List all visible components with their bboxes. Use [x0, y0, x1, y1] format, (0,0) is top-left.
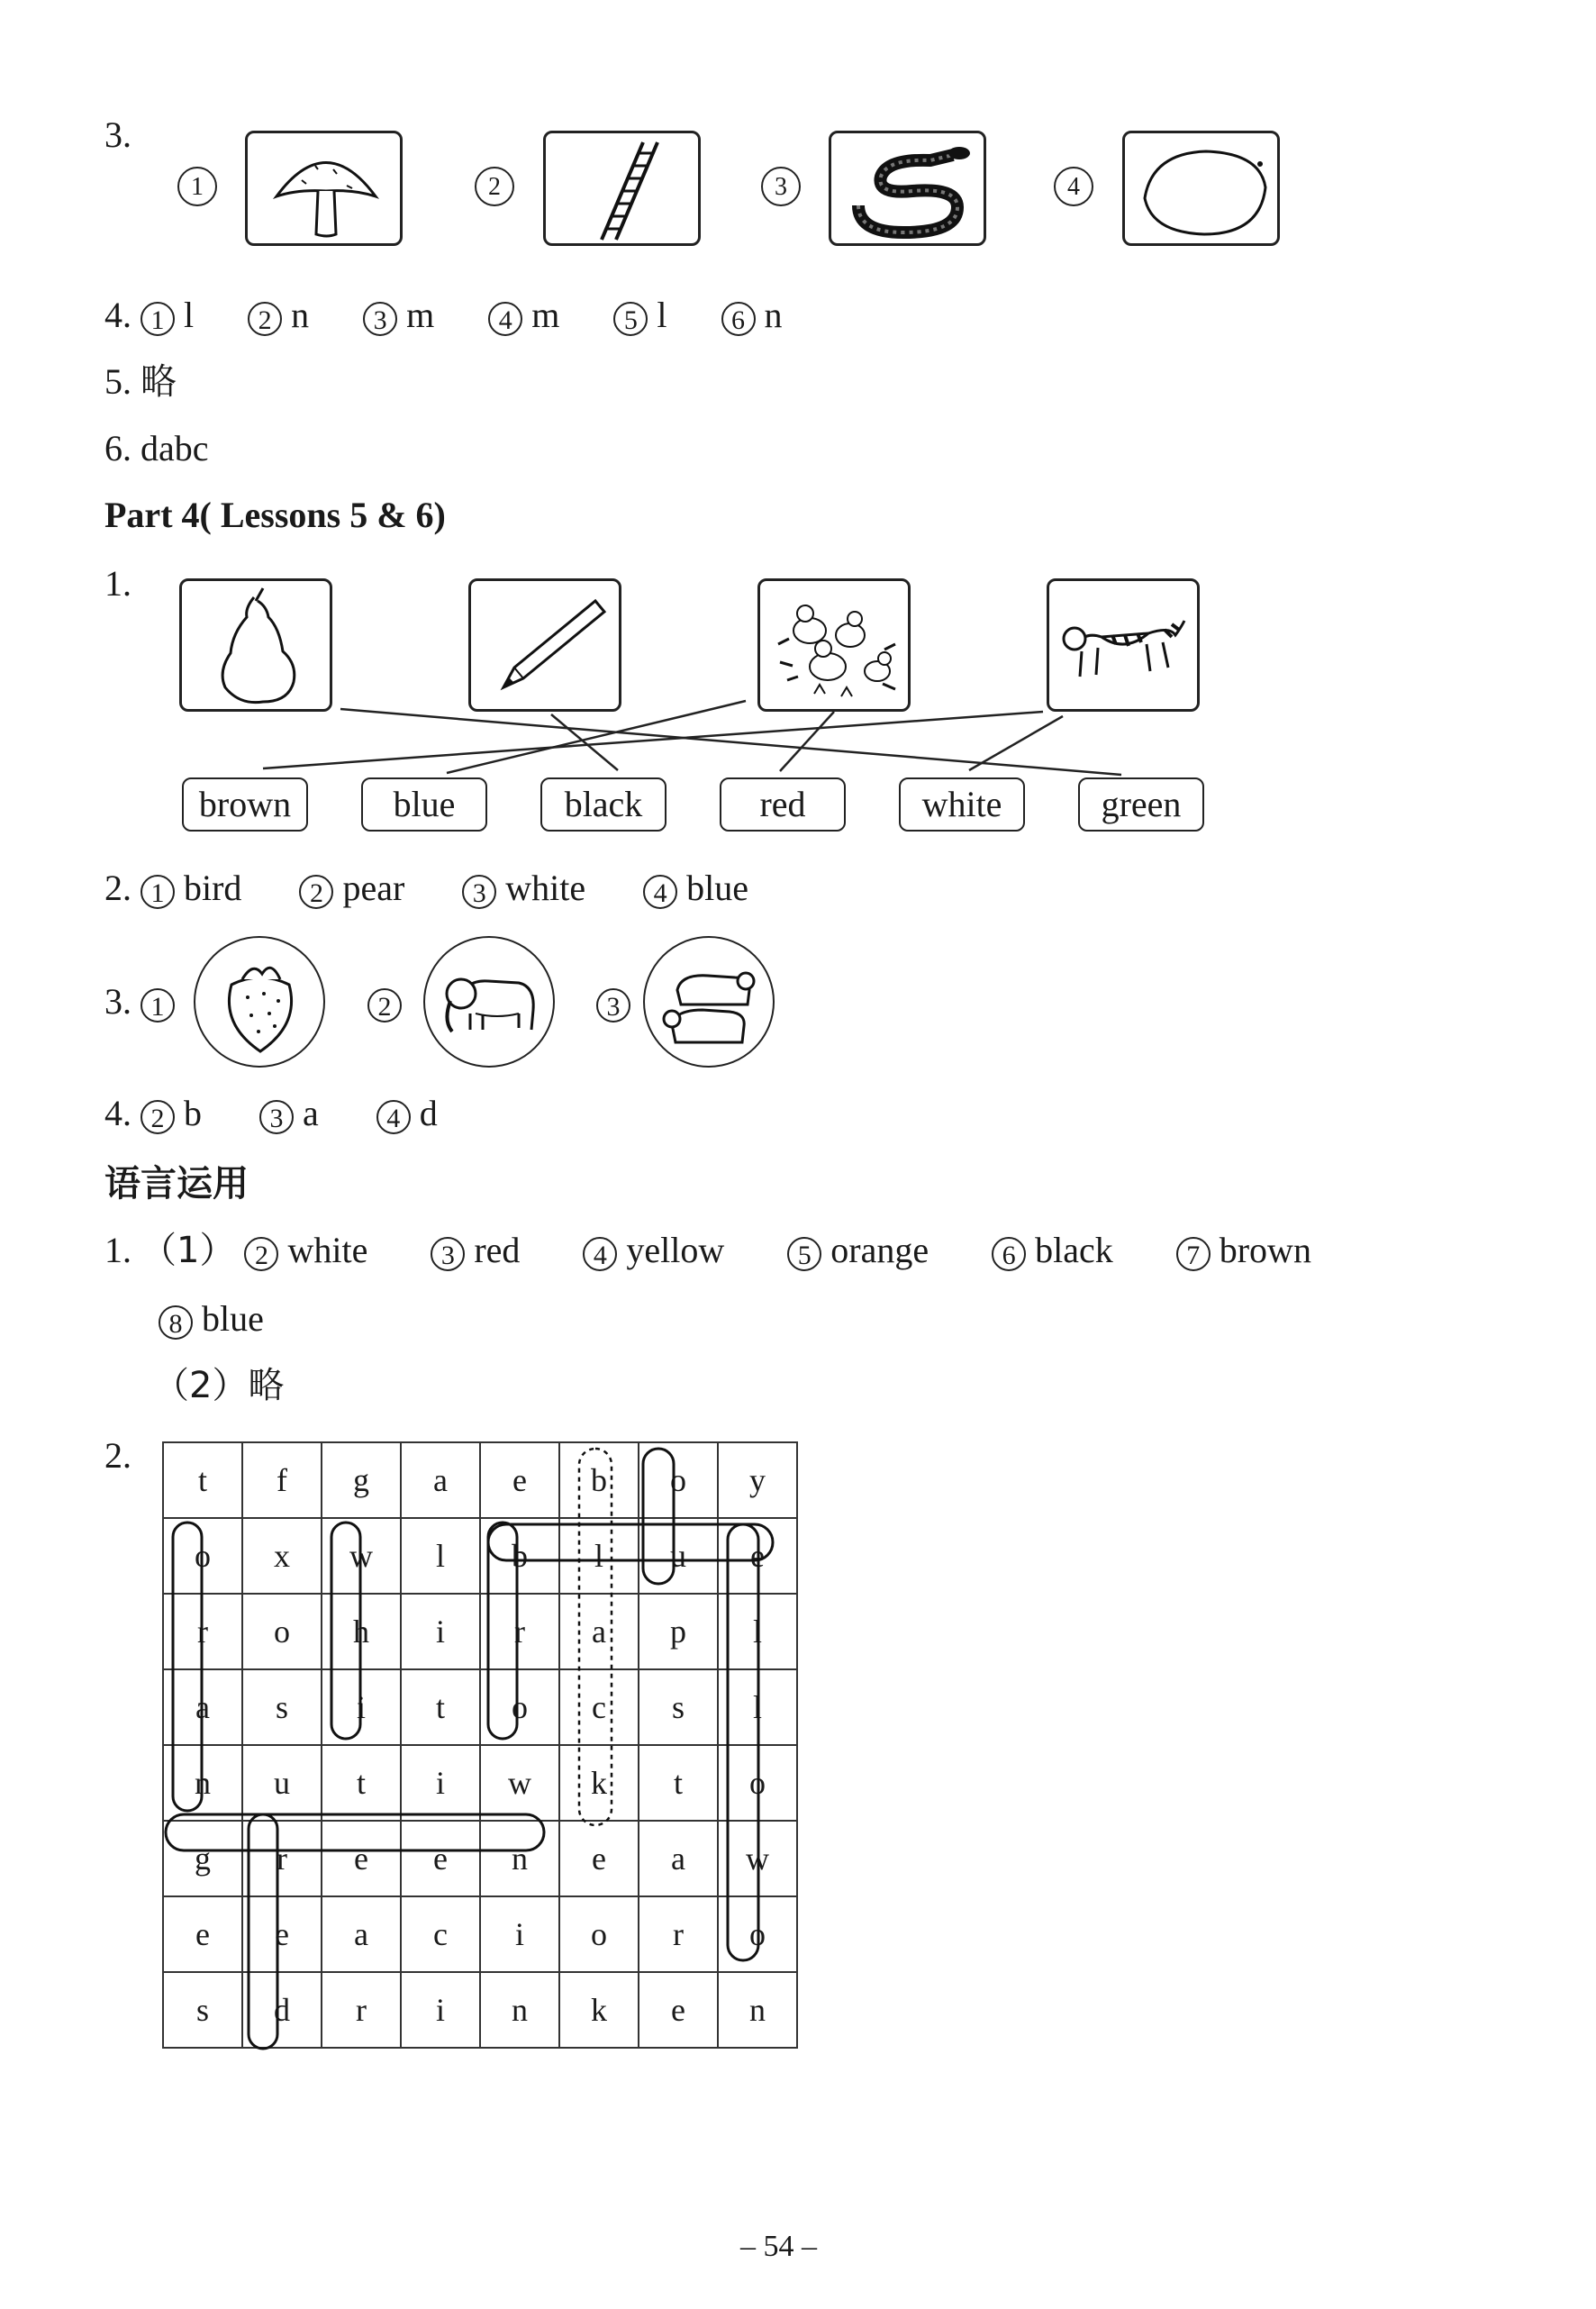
word-box-red: red [720, 777, 846, 832]
grid-cell: o [718, 1896, 797, 1972]
grid-cell: e [401, 1821, 480, 1896]
word-box-black: black [540, 777, 667, 832]
grid-cell: y [718, 1442, 797, 1518]
grid-cell: k [559, 1972, 639, 2048]
q4-answer-5: l [657, 295, 667, 335]
part4-q4-answer-2: a [303, 1093, 319, 1133]
part4-q2-circle-4: 4 [643, 875, 677, 909]
grid-cell: o [718, 1745, 797, 1821]
grid-cell: a [163, 1669, 242, 1745]
grid-cell: b [559, 1442, 639, 1518]
grid-cell: e [242, 1896, 322, 1972]
grid-cell: a [639, 1821, 718, 1896]
grid-cell: t [163, 1442, 242, 1518]
grid-cell: r [639, 1896, 718, 1972]
grid-cell: w [480, 1745, 559, 1821]
part4-q3-picture-1 [194, 936, 325, 1068]
language-q1-circle-6: 6 [992, 1237, 1026, 1271]
part4-q2-number: 2. [104, 868, 131, 908]
q6-number: 6. [104, 428, 131, 468]
part4-q2-answer-4: blue [686, 868, 749, 908]
grid-cell: i [401, 1972, 480, 2048]
part4-q3-picture-3 [643, 936, 775, 1068]
mark-green [166, 1814, 544, 1850]
q4-circle-1: 1 [141, 302, 175, 336]
language-q1-row2 [159, 1297, 264, 1341]
mark-orange [173, 1523, 202, 1811]
grid-cell: e [559, 1821, 639, 1896]
grid-cell: g [163, 1821, 242, 1896]
part4-q2-circle-2: 2 [299, 875, 333, 909]
q4-circle-2: 2 [248, 302, 282, 336]
q4-answer-4: m [531, 295, 560, 335]
language-q1-sub1: （1） [141, 1230, 236, 1271]
part4-q2-circle-1: 1 [141, 875, 175, 909]
part4-q2-answer-1: bird [184, 868, 242, 908]
q5-answer: 略 [141, 361, 177, 403]
q4-number: 4. [104, 295, 131, 335]
language-q1-circle-2: 2 [244, 1237, 278, 1271]
language-q1-answer-5: orange [830, 1230, 929, 1270]
q4-answer-3: m [406, 295, 435, 335]
grid-cell: s [242, 1669, 322, 1745]
grid-cell: r [480, 1594, 559, 1669]
grid-cell: p [639, 1594, 718, 1669]
grid-cell: c [401, 1896, 480, 1972]
language-q1-circle-3: 3 [431, 1237, 465, 1271]
q5-number: 5. [104, 361, 131, 402]
part4-q4-circle-3: 4 [376, 1100, 411, 1134]
grid-cell: e [480, 1442, 559, 1518]
q3-circle-3: 3 [761, 167, 801, 206]
grid-cell: e [639, 1972, 718, 2048]
grid-cell: n [718, 1972, 797, 2048]
mark-yellow-vertical [728, 1524, 758, 1960]
q3-circle-1: 1 [177, 167, 217, 206]
grid-cell: l [559, 1518, 639, 1594]
grid-cell: u [639, 1518, 718, 1594]
q4-answer-2: n [291, 295, 310, 335]
grid-cell: i [401, 1594, 480, 1669]
part4-q3-circle-2: 2 [367, 988, 402, 1023]
part4-q3-circle-1: 1 [141, 988, 175, 1023]
q3-circle-2: 2 [475, 167, 514, 206]
language-heading: 语言运用 [104, 1163, 249, 1204]
grid-cell: x [242, 1518, 322, 1594]
q4-circle-3: 3 [363, 302, 397, 336]
language-q1-row1 [104, 1229, 1311, 1272]
language-q1-answer-3: red [474, 1230, 521, 1270]
part4-q2-row [104, 867, 748, 910]
part4-q3-circle-2-wrap [367, 980, 402, 1023]
q4-answer-6: n [764, 295, 783, 335]
language-q1-answer-7: brown [1219, 1230, 1311, 1270]
part4-heading: Part 4( Lessons 5 & 6) [104, 495, 446, 535]
grid-cell: o [163, 1518, 242, 1594]
part4-q3-label [104, 980, 175, 1023]
grid-cell: t [639, 1745, 718, 1821]
grid-cell: i [322, 1669, 401, 1745]
language-q1-answer-2: white [287, 1230, 368, 1270]
part4-q3-circle-3-wrap [596, 980, 630, 1023]
grid-cell: s [163, 1972, 242, 2048]
part4-q4-circle-2: 3 [259, 1100, 294, 1134]
language-q1-answer-8: blue [202, 1298, 264, 1339]
part4-q4-answer-3: d [419, 1093, 438, 1133]
grid-cell: i [480, 1896, 559, 1972]
language-q1-sub2: （2）略 [153, 1365, 285, 1406]
language-q1-circle-4: 4 [583, 1237, 617, 1271]
grid-cell: a [401, 1442, 480, 1518]
page-number: – 54 – [740, 2230, 817, 2263]
word-search-marks [162, 1441, 793, 2054]
grid-cell: r [322, 1972, 401, 2048]
grid-cell: w [322, 1518, 401, 1594]
grid-cell: n [480, 1972, 559, 2048]
part4-q2-circle-3: 3 [462, 875, 496, 909]
grid-cell: e [163, 1896, 242, 1972]
q4-circle-4: 4 [488, 302, 522, 336]
grid-cell: h [322, 1594, 401, 1669]
language-q1-circle-8: 8 [159, 1305, 193, 1340]
grid-cell: l [401, 1518, 480, 1594]
grid-cell: g [322, 1442, 401, 1518]
mark-black [579, 1449, 612, 1825]
part4-q4-answer-1: b [184, 1093, 202, 1133]
grid-cell: k [559, 1745, 639, 1821]
language-q1-circle-7: 7 [1176, 1237, 1211, 1271]
grid-cell: o [242, 1594, 322, 1669]
grid-cell: i [401, 1745, 480, 1821]
word-box-brown: brown [182, 777, 308, 832]
grid-cell: d [242, 1972, 322, 2048]
language-q1-circle-5: 5 [787, 1237, 821, 1271]
mark-white [331, 1523, 360, 1739]
part4-q2-answer-3: white [505, 868, 586, 908]
grid-cell: e [718, 1518, 797, 1594]
q3-number: 3. [104, 114, 131, 155]
word-box-green: green [1078, 777, 1204, 832]
part4-q4-row [104, 1092, 438, 1135]
grid-cell: a [559, 1594, 639, 1669]
language-q1-answer-6: black [1035, 1230, 1113, 1270]
part4-q4-number: 4. [104, 1093, 131, 1133]
mark-yellow [643, 1449, 674, 1584]
grid-cell: f [242, 1442, 322, 1518]
grid-cell: r [242, 1821, 322, 1896]
part4-q3-picture-2 [423, 936, 555, 1068]
grid-cell: c [559, 1669, 639, 1745]
line-cat-white [969, 716, 1063, 770]
word-box-blue: blue [361, 777, 487, 832]
matching-lines [0, 0, 1596, 865]
grid-cell: b [480, 1518, 559, 1594]
part4-q3-number: 3. [104, 981, 131, 1022]
grid-cell: o [639, 1442, 718, 1518]
grid-cell: o [480, 1669, 559, 1745]
elephant-icon [425, 938, 557, 1069]
part4-q1-number: 1. [104, 563, 131, 604]
grid-cell: s [639, 1669, 718, 1745]
q6-answer: dabc [141, 428, 209, 468]
part4-q2-answer-2: pear [342, 868, 405, 908]
line-birds-red [780, 712, 834, 771]
q4-answer-1: l [184, 295, 195, 335]
part4-q3-circle-3: 3 [596, 988, 630, 1023]
grid-cell: o [559, 1896, 639, 1972]
grid-cell: t [322, 1745, 401, 1821]
part4-q4-circle-1: 2 [141, 1100, 175, 1134]
grid-cell: u [242, 1745, 322, 1821]
language-q1-answer-4: yellow [626, 1230, 725, 1270]
strawberry-icon [195, 938, 327, 1069]
word-search-grid [162, 1441, 798, 2049]
grid-cell: w [718, 1821, 797, 1896]
line-cat-brown [263, 712, 1043, 768]
grid-cell: a [322, 1896, 401, 1972]
language-q1-number: 1. [104, 1230, 131, 1270]
q3-circle-4: 4 [1054, 167, 1093, 206]
q4-circle-5: 5 [613, 302, 648, 336]
grid-cell: e [322, 1821, 401, 1896]
word-box-white: white [899, 777, 1025, 832]
grid-cell: t [401, 1669, 480, 1745]
grid-cell: l [718, 1669, 797, 1745]
bears-icon [645, 938, 776, 1069]
grid-cell: n [480, 1821, 559, 1896]
q4-circle-6: 6 [721, 302, 756, 336]
grid-cell: n [163, 1745, 242, 1821]
grid-cell: l [718, 1594, 797, 1669]
grid-cell: r [163, 1594, 242, 1669]
line-pear-green [340, 709, 1121, 775]
language-q2-number: 2. [104, 1435, 131, 1476]
